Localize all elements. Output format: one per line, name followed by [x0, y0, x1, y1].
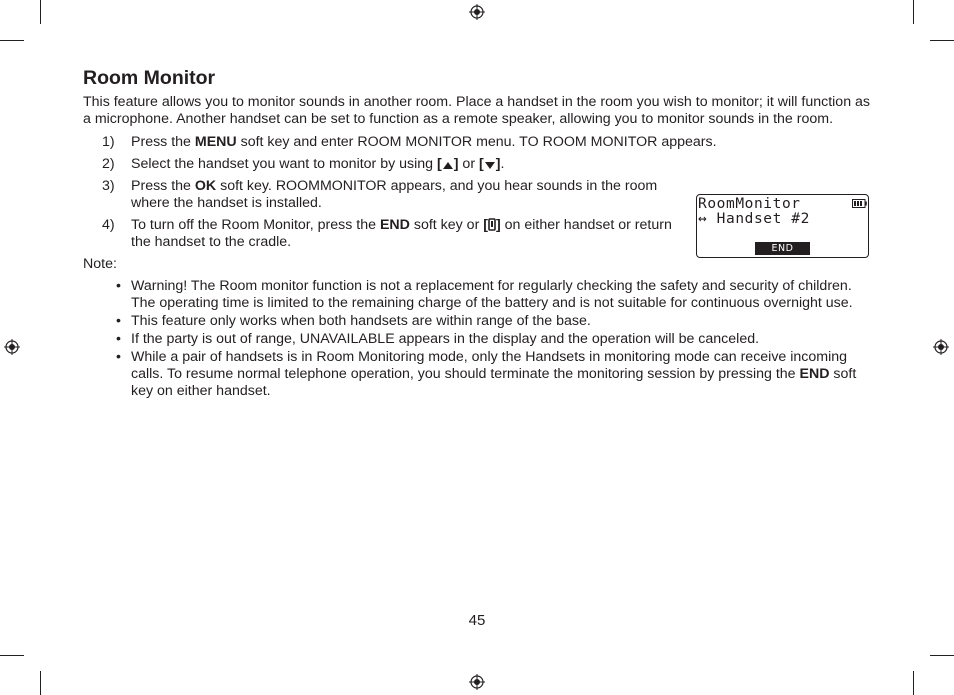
bullet-dot: • [116, 349, 121, 365]
crop-mark [40, 0, 41, 24]
page-number: 45 [468, 612, 486, 629]
step-text: on either handset or return the handset to the cradle. [131, 217, 672, 250]
handset-display [696, 194, 869, 258]
bullet-text: Warning! The Room monitor function is not a replacement for regularly checking the safety and security of children. The operating time is limited to the remaining charge of the battery and is not suitable for continuous overnight use. [131, 278, 853, 311]
crop-mark [0, 655, 24, 656]
down-arrow-key-icon: [ ] [478, 156, 501, 172]
crop-mark [913, 0, 914, 24]
step-item [83, 134, 873, 151]
note-bullets [83, 278, 873, 400]
registration-mark-icon [469, 674, 485, 690]
crop-mark [40, 671, 41, 695]
registration-mark-icon [4, 339, 20, 355]
registration-mark-icon [469, 4, 485, 20]
up-arrow-key-icon: [ ] [437, 156, 459, 172]
step-text: To turn off the Room Monitor, press the [131, 217, 380, 233]
step-item [83, 217, 691, 251]
step-item [83, 178, 691, 212]
step-text: . [500, 156, 505, 172]
step-number: 2) [102, 156, 115, 172]
step-number: 1) [102, 134, 115, 150]
bullet-text: This feature only works when both handsets are within range of the base. [131, 313, 591, 329]
display-line-2: ↔ Handset #2 [698, 211, 810, 227]
step-text: Press the [131, 178, 195, 194]
bullet-text: soft key on either handset. [131, 366, 857, 399]
note-bullet [83, 278, 873, 312]
end-key-label: END [379, 217, 410, 233]
note-bullet [83, 331, 873, 348]
bullet-text: If the party is out of range, UNAVAILABLE appears in the display and the operation will be canceled. [131, 331, 760, 347]
end-call-key-icon: [ ] [483, 217, 501, 233]
menu-key-label: MENU [194, 134, 237, 150]
note-label: Note: [83, 256, 117, 272]
note-bullet [83, 313, 873, 330]
ok-key-label: OK [194, 178, 217, 194]
display-end-softkey: END [755, 242, 810, 255]
crop-mark [913, 671, 914, 695]
step-text: soft key or [409, 217, 484, 233]
intro-paragraph: This feature allows you to monitor sounds in another room. Place a handset in the room you wish to monitor; it will function as a microphone. Another handset can be set to function as a remote speaker, allowing you to monitor sounds in the room. [83, 94, 871, 127]
section-title: Room Monitor [83, 67, 216, 89]
step-text: soft key. ROOMMONITOR appears, and you hear sounds in the room where the handset is installed. [131, 178, 658, 211]
step-text: Press the [131, 134, 195, 150]
battery-icon [852, 199, 867, 208]
step-number: 3) [102, 178, 115, 194]
bullet-text: While a pair of handsets is in Room Monitoring mode, only the Handsets in monitoring mode can receive incoming calls. To resume normal telephone operation, you should terminate the monitoring session by pressing the [131, 349, 848, 382]
note-bullet [83, 349, 873, 400]
bullet-dot: • [116, 278, 121, 294]
bullet-dot: • [116, 313, 121, 329]
step-text: Select the handset you want to monitor by using [131, 156, 438, 172]
crop-mark [930, 40, 954, 41]
crop-mark [0, 40, 24, 41]
step-text: or [458, 156, 479, 172]
step-item [83, 156, 873, 173]
bullet-dot: • [116, 331, 121, 347]
step-number: 4) [102, 217, 115, 233]
registration-mark-icon [933, 339, 949, 355]
display-line-1: RoomMonitor [698, 196, 801, 212]
crop-mark [930, 655, 954, 656]
end-key-label: END [799, 366, 830, 382]
step-text: soft key and enter ROOM MONITOR menu. TO ROOM MONITOR appears. [236, 134, 717, 150]
